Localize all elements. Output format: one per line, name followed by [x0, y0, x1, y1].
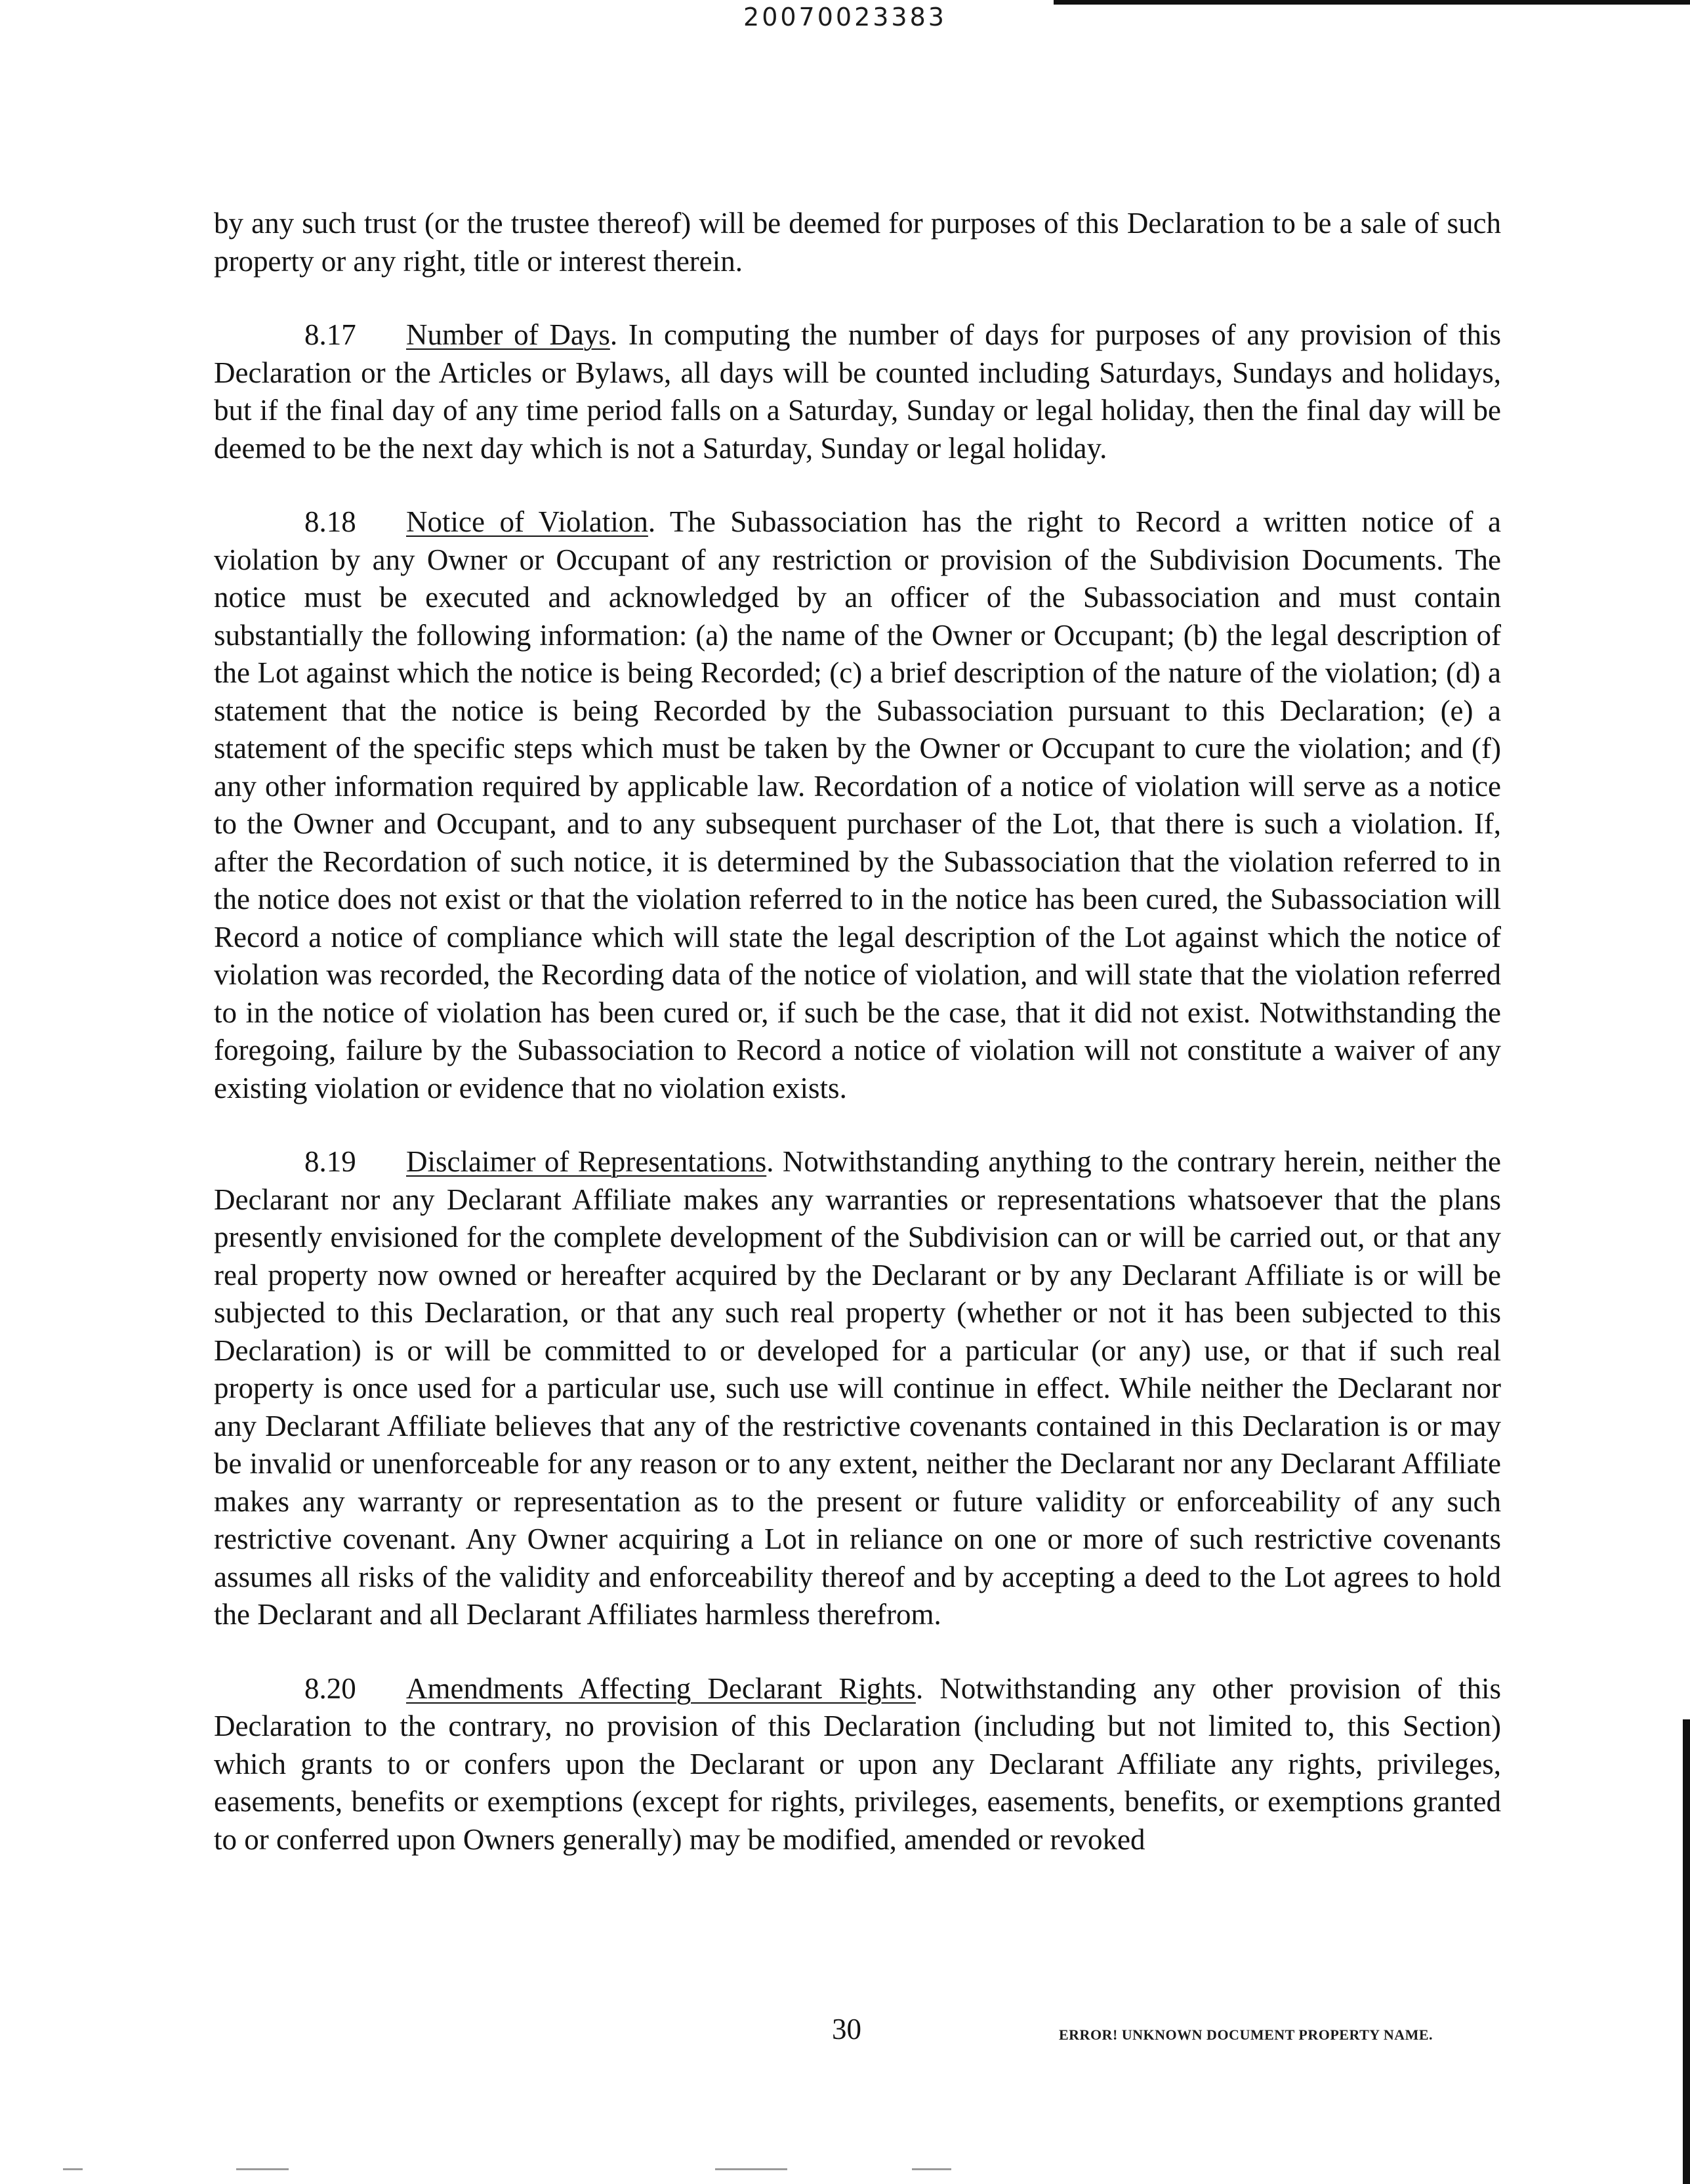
page-number: 30	[832, 2013, 861, 2046]
section-text: . Notwithstanding anything to the contrary herein, neither the Declarant nor any Declarant Affiliate makes any warranties or representations whatsoever that the plans presently envisioned for the complete development of the Subdivision can or will be carried out, or that any real property now owned or hereafter acquired by the Declarant or by any Declarant Affiliate is or will be subjected to this Declaration, or that any such real property (whether or not it has been subjected to this Declaration) is or will be committed to or developed for a particular (or any) use, or that if such real property is once used for a particular use, such use will continue in effect. While neither the Declarant nor any Declarant Affiliate believes that any of the restrictive covenants contained in this Declaration is or may be invalid or unenforceable for any reason or to any extent, neither the Declarant nor any Declarant Affiliate makes any warranty or representation as to the present or future validity or enforceability of any such restrictive covenant. Any Owner acquiring a Lot in reliance on one or more of such restrictive covenants assumes all risks of the validity and enforceability thereof and by accepting a deed to the Lot agrees to hold the Declarant and all Declarant Affiliates harmless therefrom.	[214, 1145, 1501, 1631]
section-number: 8.17	[304, 318, 356, 351]
section-number: 8.18	[304, 505, 356, 538]
section-8-17	[214, 316, 1501, 467]
scan-artifact	[912, 2168, 951, 2170]
document-number: 20070023383	[743, 3, 947, 32]
footer-error-text: ERROR! UNKNOWN DOCUMENT PROPERTY NAME.	[1059, 2026, 1433, 2043]
section-text: . The Subassociation has the right to Record a written notice of a violation by any Owner or Occupant of any restriction or provision of the Subdivision Documents. The notice must be executed and acknowledged by an officer of the Subassociation and must contain substantially the following information: (a) the name of the Owner or Occupant; (b) the legal description of the Lot against which the notice is being Recorded; (c) a brief description of the nature of the violation; (d) a statement that the notice is being Recorded by the Subassociation pursuant to this Declaration; (e) a statement of the specific steps which must be taken by the Owner or Occupant to cure the violation; and (f) any other information required by applicable law. Recordation of a notice of violation will serve as a notice to the Owner and Occupant, and to any subsequent purchaser of the Lot, that there is such a violation. If, after the Recordation of such notice, it is determined by the Subassociation that the violation referred to in the notice does not exist or that the violation referred to in the notice has been cured, the Subassociation will Record a notice of compliance which will state the legal description of the Lot against which the notice of violation was recorded, the Recording data of the notice of violation, and will state that the violation referred to in the notice of violation has been cured or, if such be the case, that it did not exist. Notwithstanding the foregoing, failure by the Subassociation to Record a notice of violation will not constitute a waiver of any existing violation or evidence that no violation exists.	[214, 505, 1502, 1104]
section-heading: Disclaimer of Representations	[406, 1145, 767, 1178]
scan-artifact	[715, 2168, 787, 2170]
page-body	[214, 205, 1501, 1858]
scan-artifact	[236, 2168, 289, 2170]
section-text: . Notwithstanding any other provision of this Declaration to the contrary, no provision of this Declaration (including but not limited to, this Section) which grants to or confers upon the Declarant or upon any Declarant Affiliate any rights, privileges, easements, benefits or exemptions (except for rights, privileges, easements, benefits, or exemptions granted to or conferred upon Owners generally) may be modified, amended or revoked	[214, 1671, 1501, 1856]
scan-artifact	[63, 2168, 83, 2170]
section-heading: Amendments Affecting Declarant Rights	[406, 1671, 916, 1705]
intro-paragraph: by any such trust (or the trustee thereof) will be deemed for purposes of this Declaration to be a sale of such property or any right, title or interest therein.	[214, 207, 1501, 278]
section-number: 8.19	[304, 1145, 356, 1178]
section-8-19	[214, 1143, 1501, 1634]
right-border-line	[1683, 1719, 1690, 2184]
section-text: . In computing the number of days for purposes of any provision of this Declaration or the Articles or Bylaws, all days will be counted including Saturdays, Sundays and holidays, but if the final day of any time period falls on a Saturday, Sunday or legal holiday, then the final day will be deemed to be the next day which is not a Saturday, Sunday or legal holiday.	[214, 318, 1501, 465]
section-number: 8.20	[304, 1671, 356, 1705]
section-8-20	[214, 1670, 1501, 1859]
section-heading: Notice of Violation	[406, 505, 648, 538]
section-8-18	[214, 503, 1501, 1107]
section-heading: Number of Days	[406, 318, 610, 351]
